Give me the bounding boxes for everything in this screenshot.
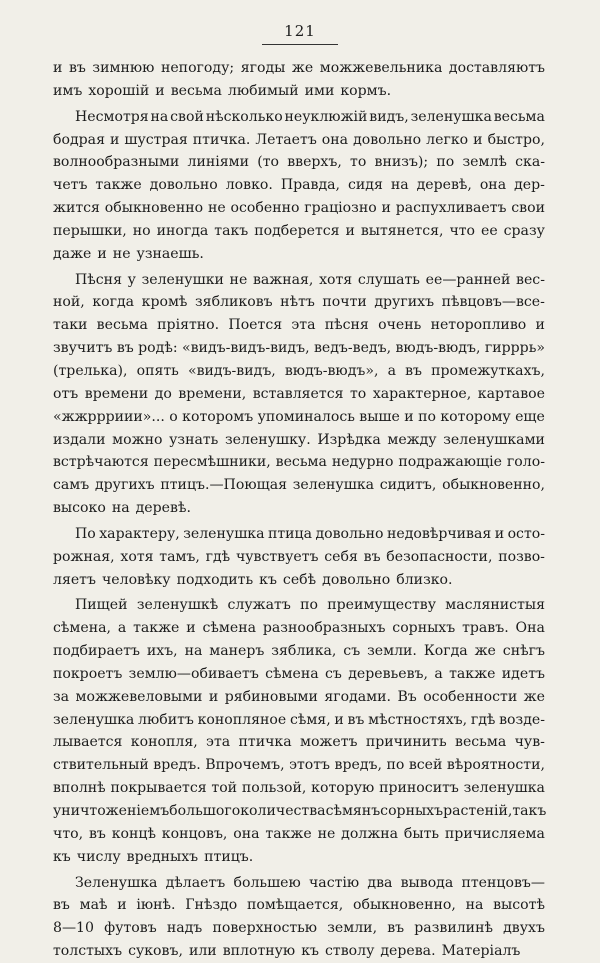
text-line: отъ времени до времени, вставляется то характерное, картавое bbox=[53, 385, 545, 402]
text-line: вполнѣ покрывается той пользой, которую приноситъ зеленушка bbox=[53, 780, 545, 797]
text-line: что, въ концѣ концовъ, она также не должна быть причисляема bbox=[53, 825, 545, 842]
text-line: бодрая и шустрая птичка. Летаетъ она довольно легко и быстро, bbox=[53, 131, 545, 148]
text-line: Несмотря на свой нѣсколько неуклюжій видъ, зеленушка весьма bbox=[75, 108, 545, 125]
text-line: По характеру, зеленушка птица довольно недовѣрчивая и осто- bbox=[75, 525, 545, 542]
text-line: сѣмена, а также и сѣмена разнообразныхъ сорныхъ травъ. Она bbox=[53, 620, 545, 637]
text-line: и въ зимнюю непогоду; ягоды же можжевельника доставляютъ bbox=[53, 60, 545, 76]
text-line: «жжррриии»... о которомъ упоминалось выше и по которому еще bbox=[53, 408, 545, 425]
text-line: ствительный вредъ. Впрочемъ, этотъ вредъ, по всей вѣроятности, bbox=[53, 757, 545, 774]
page-number-rule bbox=[262, 44, 338, 45]
text-line: самъ другихъ птицъ.—Поющая зеленушка сидитъ, обыкновенно, bbox=[53, 477, 545, 494]
text-line: подбираетъ ихъ, на манеръ зяблика, съ земли. Когда же снѣгъ bbox=[53, 643, 545, 660]
text-line: четъ также довольно ловко. Правда, сидя на деревѣ, она дер- bbox=[53, 177, 545, 194]
text-line: Зеленушка дѣлаетъ большею частію два вывода птенцовъ— bbox=[75, 874, 545, 891]
text-line: даже и не узнаешь. bbox=[53, 245, 204, 262]
text-line: Пѣсня у зеленушки не важная, хотя слушать ее—ранней вес- bbox=[75, 271, 545, 288]
text-line: за можжевеловыми и рябиновыми ягодами. Въ особенности же bbox=[53, 688, 545, 705]
text-line: въ маѣ и іюнѣ. Гнѣздо помѣщается, обыкновенно, на высотѣ bbox=[53, 897, 545, 914]
text-line: жится обыкновенно не особенно граціозно и распухливаетъ свои bbox=[53, 200, 545, 217]
text-line: высоко на деревѣ. bbox=[53, 500, 191, 517]
text-line: зеленушка любитъ конопляное сѣмя, и въ мѣстностяхъ, гдѣ возде- bbox=[53, 711, 545, 728]
text-line: таки весьма пріятно. Поется эта пѣсня очень неторопливо и bbox=[53, 317, 545, 334]
text-line: имъ хорошій и весьма любимый ими кормъ. bbox=[53, 82, 392, 99]
text-line: толстыхъ суковъ, или вплотную къ стволу дерева. Матеріалъ bbox=[53, 943, 521, 960]
text-line: издали можно узнать зеленушку. Изрѣдка между зеленушками bbox=[53, 431, 545, 448]
text-line: волнообразными линіями (то вверхъ, то внизъ); по землѣ ска- bbox=[53, 154, 545, 171]
text-line: ной, когда кромѣ зябликовъ нѣтъ почти другихъ пѣвцовъ—все- bbox=[53, 294, 545, 311]
text-line: уничтоженіемъ большого количества сѣмянъ сорныхъ растеній, такъ bbox=[53, 803, 547, 819]
text-line: рожная, хотя тамъ, гдѣ чувствуетъ себя въ безопасности, позво- bbox=[53, 548, 545, 565]
page-number: 121 bbox=[284, 22, 316, 40]
text-line: ляетъ человѣку подходить къ себѣ довольно близко. bbox=[53, 571, 453, 588]
text-line: лывается конопля, эта птичка можетъ причинить весьма чув- bbox=[53, 734, 545, 751]
text-line: (трелька), опять «видъ-видъ, вюдъ-вюдъ», а въ промежуткахъ, bbox=[53, 362, 545, 379]
text-line: Пищей зеленушкѣ служатъ по преимуществу маслянистыя bbox=[75, 597, 545, 614]
text-line: перышки, но иногда такъ подберется и вытянется, что ее сразу bbox=[53, 222, 545, 239]
text-line: къ числу вредныхъ птицъ. bbox=[53, 848, 254, 865]
text-line: звучитъ въ родѣ: «видъ-видъ-видъ, ведъ-ведъ, вюдъ-вюдъ, гирррь» bbox=[53, 340, 545, 357]
body-text bbox=[53, 57, 545, 963]
text-line: встрѣчаются пересмѣшники, весьма недурно подражающіе голо- bbox=[53, 454, 545, 471]
text-line: покроетъ землю—обиваетъ сѣмена съ деревьевъ, а также идетъ bbox=[53, 665, 545, 682]
text-line: 8—10 футовъ надъ поверхностью земли, въ развилинѣ двухъ bbox=[53, 920, 545, 937]
